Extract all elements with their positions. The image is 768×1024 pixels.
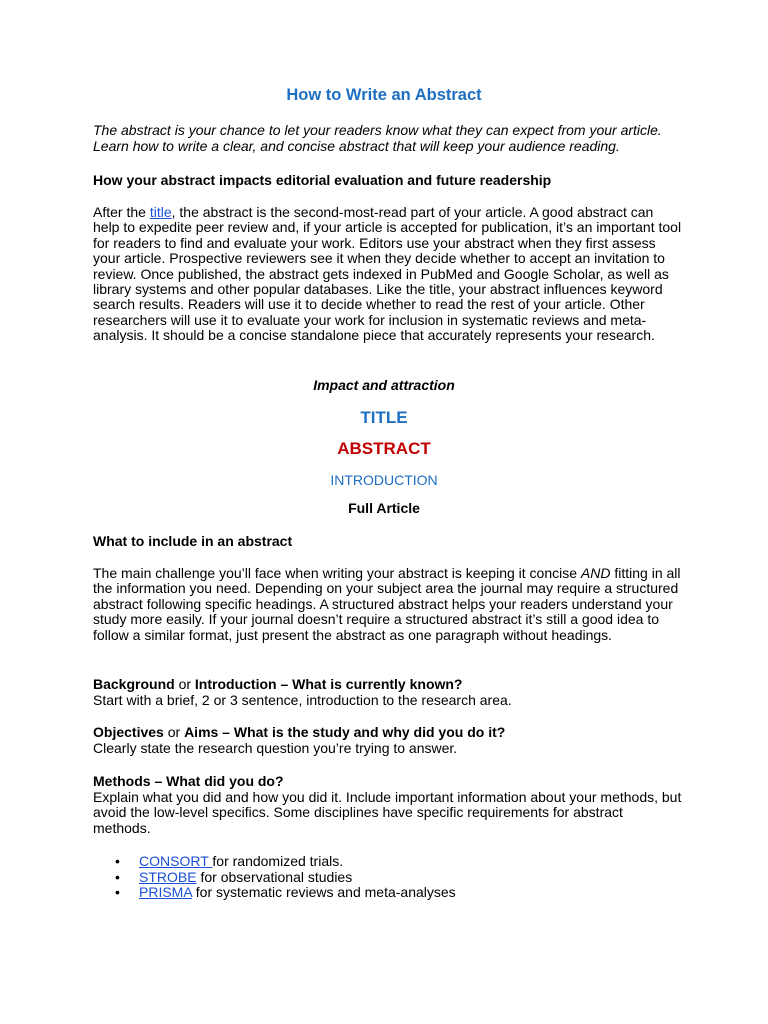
background-heading: Background or Introduction – What is currently known?: [93, 676, 463, 692]
emphasis-text: AND: [580, 565, 611, 581]
bullet-icon: •: [115, 868, 120, 885]
methods-text: Explain what you did and how you did it. Include important information about your methods, but avoid the low-level specifics. Some disciplines have specific requirements for abstract methods.: [93, 788, 682, 836]
bullet-icon: •: [115, 853, 120, 869]
paragraph-text: After the: [93, 204, 150, 220]
objectives-block: [93, 725, 683, 756]
figure-caption: Impact and attraction: [313, 377, 455, 393]
list-item: • PRISMA for systematic reviews and meta-analyses: [115, 884, 456, 901]
figure-title-label: TITLE: [360, 408, 408, 427]
paragraph-text: The main challenge you’ll face when writing your abstract is keeping it concise: [93, 565, 581, 581]
list-item: • CONSORT for randomized trials.: [115, 853, 344, 869]
methods-block: [93, 774, 683, 836]
intro-paragraph: The abstract is your chance to let your readers know what they can expect from your article. Learn how to write a clear, and concise abstract that will keep your audience reading.: [93, 122, 662, 154]
page-title: How to Write an Abstract: [286, 86, 482, 104]
methods-heading: Methods – What did you do?: [93, 773, 284, 789]
strobe-link[interactable]: STROBE: [139, 868, 197, 885]
guidelines-list: [93, 854, 456, 901]
paragraph-text: , the abstract is the second-most-read part of your article. A good abstract can help to expedite peer review and, if your article is accepted for publication, it’s an important tool for readers to find and evaluate your work. Editors use your abstract when they first assess your article. Prospective reviewers see it when they decide whether to accept an invitation to review. Once published, the abstract gets indexed in PubMed and Google Scholar, as well as library systems and other popular databases. Like the title, your abstract influences keyword search results. Readers will use it to decide whether to read the rest of your article. Other researchers will use it to evaluate your work for inclusion in systematic reviews and meta-analysis. It should be a concise standalone piece that accurately represents your research.: [93, 204, 682, 344]
figure-full-article-label: Full Article: [348, 500, 420, 516]
objectives-heading: Objectives or Aims – What is the study and why did you do it?: [93, 724, 506, 740]
section-heading-impact: How your abstract impacts editorial evaluation and future readership: [93, 172, 552, 188]
paragraph-text: fitting in all the information you need. Depending on your subject area the journal may require a structured abstract following specific headings. A structured abstract helps your readers understand your study more easily. If your journal doesn’t require a structured abstract it’s still a good idea to follow a similar format, just present the abstract as one paragraph without headings.: [93, 565, 681, 643]
section-paragraph-impact: [93, 205, 683, 344]
objectives-text: Clearly state the research question you’re trying to answer.: [93, 739, 458, 756]
section-paragraph-include: [93, 566, 683, 643]
bullet-icon: •: [115, 884, 120, 901]
figure-abstract-label: ABSTRACT: [337, 439, 431, 458]
section-heading-include: What to include in an abstract: [93, 533, 293, 549]
background-text: Start with a brief, 2 or 3 sentence, introduction to the research area.: [93, 691, 512, 708]
title-link[interactable]: title: [149, 204, 172, 220]
background-block: [93, 677, 683, 708]
figure-introduction-label: INTRODUCTION: [330, 472, 438, 488]
consort-link[interactable]: CONSORT: [139, 853, 213, 869]
prisma-link[interactable]: PRISMA: [139, 884, 192, 901]
list-item: • STROBE for observational studies: [115, 868, 353, 885]
